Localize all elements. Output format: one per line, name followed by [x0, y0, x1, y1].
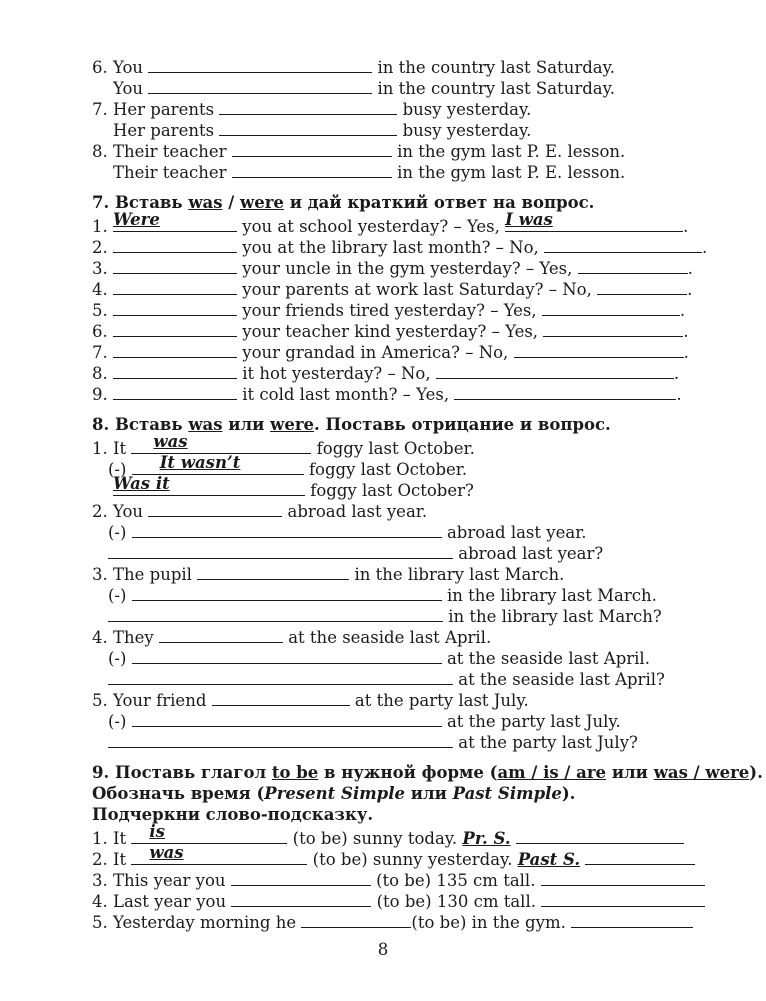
instruction-text: . Поставь отрицание и вопрос.: [314, 415, 611, 434]
period: .: [679, 301, 686, 320]
sentence-end: abroad last year.: [446, 523, 587, 542]
ex8-item-1-question: [113, 474, 474, 500]
period: .: [687, 259, 693, 278]
instruction-text: ).: [749, 763, 763, 782]
answer-blank[interactable]: [159, 625, 283, 643]
sample-answer: Was it: [113, 474, 170, 493]
sentence-end: at the seaside last April.: [288, 628, 492, 647]
ex7-item-2: [92, 235, 707, 255]
item-number: 9.: [92, 385, 108, 404]
ex7-item-5: [92, 298, 685, 318]
question-text: it cold last month? – Yes,: [242, 385, 450, 404]
keyword-am-is-are: am / is / are: [497, 763, 607, 782]
item-number: 3.: [92, 871, 108, 890]
answer-blank[interactable]: [597, 277, 687, 295]
ex9-item-3: [92, 868, 705, 888]
instruction-text: Обозначь время (: [92, 784, 265, 803]
negative-marker: (-): [108, 586, 127, 605]
ex7-item-7: [92, 340, 689, 360]
item-number: 4.: [92, 280, 108, 299]
sentence-end: (to be) sunny yesterday.: [312, 850, 513, 869]
answer-blank[interactable]: [113, 210, 237, 232]
answer-blank[interactable]: [544, 235, 702, 253]
question-text: your uncle in the gym yesterday? – Yes,: [242, 259, 573, 278]
item-number: 1.: [92, 439, 108, 458]
sentence-start: You: [113, 79, 144, 98]
ex6-line-7: [92, 97, 531, 117]
answer-blank[interactable]: [197, 562, 349, 580]
question-text: your grandad in America? – No,: [242, 343, 509, 362]
sentence-start: It: [113, 850, 127, 869]
sentence-end: foggy last October?: [310, 481, 474, 500]
sentence-start: Their teacher: [113, 142, 227, 161]
answer-blank[interactable]: [113, 361, 237, 379]
answer-blank[interactable]: [131, 432, 311, 454]
answer-blank[interactable]: [148, 55, 372, 73]
ex7-item-9: [92, 382, 682, 402]
sentence-end: foggy last October.: [308, 460, 468, 479]
answer-blank[interactable]: [108, 604, 443, 622]
question-text: your teacher kind yesterday? – Yes,: [242, 322, 539, 341]
negative-marker: (-): [108, 460, 127, 479]
ex8-item-5-question: [108, 730, 638, 750]
answer-blank[interactable]: [132, 583, 442, 601]
question-text: you at school yesterday? – Yes,: [242, 217, 500, 236]
page-number: 8: [377, 940, 389, 959]
period: .: [687, 280, 693, 299]
question-text: your parents at work last Saturday? – No,: [242, 280, 592, 299]
negative-marker: (-): [108, 712, 127, 731]
sentence-start: You: [113, 58, 144, 77]
sentence-end: foggy last October.: [316, 439, 475, 458]
ex8-item-3: [92, 562, 564, 582]
answer-blank[interactable]: [516, 826, 684, 844]
sentence-end: at the seaside last April.: [446, 649, 650, 668]
item-number: 7.: [92, 343, 108, 362]
instruction-text: и дай краткий ответ на вопрос.: [289, 193, 595, 212]
negative-marker: (-): [108, 649, 127, 668]
answer-blank[interactable]: [219, 118, 397, 136]
item-number: 3.: [92, 259, 108, 278]
instruction-text: ).: [561, 784, 576, 803]
ex8-item-2: [92, 499, 427, 519]
sentence-start: Her parents: [113, 121, 215, 140]
sentence-start: The pupil: [113, 565, 192, 584]
instruction-text: Поставь глагол: [114, 763, 267, 782]
answer-blank[interactable]: [113, 298, 237, 316]
answer-blank[interactable]: [132, 646, 442, 664]
sentence-end: at the party last July.: [446, 712, 621, 731]
answer-blank[interactable]: [436, 361, 674, 379]
instruction-text: или: [410, 784, 447, 803]
item-number: 5.: [92, 913, 108, 932]
sentence-start: Yesterday morning he: [113, 913, 297, 932]
ex6-line-6b: [113, 76, 615, 96]
instruction-text: Вставь: [114, 415, 183, 434]
exercise-number: 9.: [92, 763, 110, 782]
sentence-end: in the library last March.: [446, 586, 657, 605]
ex6-line-7b: [113, 118, 531, 138]
tense-present-simple: Present Simple: [264, 784, 405, 803]
ex8-item-2-question: [108, 541, 603, 561]
sample-answer: was: [153, 432, 188, 451]
sentence-start: It: [113, 439, 127, 458]
sentence-end: in the gym last P. E. lesson.: [397, 163, 626, 182]
sentence-end: in the gym last P. E. lesson.: [397, 142, 626, 161]
ex8-item-5-negative: [108, 709, 621, 729]
answer-blank[interactable]: [131, 843, 307, 865]
ex9-item-4: [92, 889, 705, 909]
item-number: 4.: [92, 892, 108, 911]
sentence-end: at the party last July?: [458, 733, 638, 752]
item-number: 6.: [92, 322, 108, 341]
sentence-end: busy yesterday.: [402, 121, 532, 140]
answer-blank[interactable]: [571, 910, 693, 928]
sentence-end: (to be) 135 cm tall.: [376, 871, 536, 890]
instruction-text: или: [228, 415, 265, 434]
answer-blank[interactable]: [212, 688, 350, 706]
instruction-text: или: [611, 763, 648, 782]
answer-blank[interactable]: [578, 256, 688, 274]
item-number: 1.: [92, 829, 108, 848]
sentence-end: in the library last March.: [354, 565, 565, 584]
sample-tense: Pr. S.: [462, 829, 511, 848]
ex6-line-8b: [113, 160, 625, 180]
period: .: [683, 217, 689, 236]
sample-answer: is: [149, 822, 165, 841]
period: .: [683, 343, 689, 362]
answer-blank[interactable]: [543, 319, 683, 337]
sample-answer: It wasn’t: [159, 453, 241, 472]
period: .: [702, 238, 708, 257]
ex7-item-8: [92, 361, 679, 381]
answer-blank[interactable]: [113, 340, 237, 358]
sentence-start: They: [113, 628, 154, 647]
answer-blank[interactable]: [454, 382, 676, 400]
sentence-start: Last year you: [113, 892, 227, 911]
answer-blank[interactable]: [131, 822, 287, 844]
period: .: [676, 385, 682, 404]
negative-marker: (-): [108, 523, 127, 542]
answer-blank[interactable]: [585, 847, 695, 865]
answer-blank[interactable]: [148, 499, 282, 517]
answer-blank[interactable]: [113, 319, 237, 337]
ex9-title: [92, 763, 763, 783]
question-text: you at the library last month? – No,: [242, 238, 539, 257]
answer-blank[interactable]: [541, 868, 705, 886]
keyword-was-were: was / were: [653, 763, 750, 782]
sentence-start: Their teacher: [113, 163, 227, 182]
answer-blank[interactable]: [132, 709, 442, 727]
answer-blank[interactable]: [514, 340, 684, 358]
answer-blank[interactable]: [301, 910, 411, 928]
sample-answer: was: [149, 843, 184, 862]
sentence-end: in the library last March?: [448, 607, 662, 626]
keyword-were: were: [240, 193, 284, 212]
answer-blank[interactable]: [219, 97, 397, 115]
ex8-item-2-negative: [108, 520, 587, 540]
answer-blank[interactable]: [232, 160, 392, 178]
ex6-line-8: [92, 139, 625, 159]
answer-blank[interactable]: [108, 730, 453, 748]
sample-answer: I was: [505, 210, 553, 229]
sentence-start: You: [113, 502, 144, 521]
answer-blank[interactable]: [113, 235, 237, 253]
sentence-end: (to be) sunny today.: [292, 829, 458, 848]
sentence-end: in the country last Saturday.: [377, 79, 615, 98]
ex8-item-4-question: [108, 667, 665, 687]
sentence-end: (to be) in the gym.: [411, 913, 566, 932]
sentence-end: abroad last year.: [287, 502, 428, 521]
answer-blank[interactable]: [232, 139, 392, 157]
answer-blank[interactable]: [113, 277, 237, 295]
answer-blank[interactable]: [231, 868, 371, 886]
keyword-were: were: [270, 415, 315, 434]
instruction-text: в нужной форме (: [324, 763, 498, 782]
ex7-item-1: [92, 210, 689, 236]
ex8-item-4-negative: [108, 646, 650, 666]
sentence-start: Your friend: [113, 691, 207, 710]
ex8-item-4: [92, 625, 491, 645]
item-number: 8.: [92, 364, 108, 383]
item-number: 8.: [92, 142, 108, 161]
tense-past-simple: Past Simple: [452, 784, 562, 803]
sentence-start: It: [113, 829, 127, 848]
answer-blank[interactable]: [108, 541, 453, 559]
sentence-end: (to be) 130 cm tall.: [376, 892, 536, 911]
ex8-item-5: [92, 688, 529, 708]
item-number: 5.: [92, 301, 108, 320]
ex6-line-6: [92, 55, 615, 75]
answer-blank[interactable]: [113, 474, 305, 496]
sentence-start: This year you: [113, 871, 226, 890]
separator: /: [228, 193, 235, 212]
instruction-text: Подчеркни слово-подсказку.: [92, 805, 374, 824]
answer-blank[interactable]: [148, 76, 372, 94]
question-text: your friends tired yesterday? – Yes,: [242, 301, 537, 320]
item-number: 6.: [92, 58, 108, 77]
sample-tense: Past S.: [517, 850, 581, 869]
answer-blank[interactable]: [231, 889, 371, 907]
ex8-item-3-question: [108, 604, 662, 624]
sentence-end: abroad last year?: [458, 544, 604, 563]
sentence-end: at the seaside last April?: [458, 670, 665, 689]
item-number: 5.: [92, 691, 108, 710]
instruction-text: Вставь: [114, 193, 183, 212]
keyword-was: was: [188, 193, 223, 212]
sentence-end: at the party last July.: [354, 691, 529, 710]
exercise-number: 7.: [92, 193, 110, 212]
question-text: it hot yesterday? – No,: [242, 364, 431, 383]
item-number: 4.: [92, 628, 108, 647]
answer-blank[interactable]: [113, 256, 237, 274]
item-number: 7.: [92, 100, 108, 119]
exercise-number: 8.: [92, 415, 110, 434]
ex9-item-5: [92, 910, 693, 930]
item-number: 2.: [92, 850, 108, 869]
ex7-item-6: [92, 319, 689, 339]
answer-blank[interactable]: [108, 667, 453, 685]
sentence-start: Her parents: [113, 100, 215, 119]
answer-blank[interactable]: [505, 210, 683, 232]
sample-answer: Were: [113, 210, 160, 229]
sentence-end: in the country last Saturday.: [377, 58, 615, 77]
period: .: [683, 322, 689, 341]
keyword-to-be: to be: [271, 763, 319, 782]
answer-blank[interactable]: [541, 889, 705, 907]
ex7-item-3: [92, 256, 693, 276]
answer-blank[interactable]: [132, 453, 304, 475]
ex9-title-2: [92, 784, 575, 804]
ex7-item-4: [92, 277, 692, 297]
item-number: 2.: [92, 502, 108, 521]
period: .: [673, 364, 680, 383]
item-number: 2.: [92, 238, 108, 257]
answer-blank[interactable]: [542, 298, 680, 316]
keyword-was: was: [188, 415, 223, 434]
answer-blank[interactable]: [113, 382, 237, 400]
ex8-item-3-negative: [108, 583, 657, 603]
item-number: 3.: [92, 565, 108, 584]
sentence-end: busy yesterday.: [402, 100, 532, 119]
ex9-item-2: [92, 843, 695, 869]
item-number: 1.: [92, 217, 108, 236]
answer-blank[interactable]: [132, 520, 442, 538]
